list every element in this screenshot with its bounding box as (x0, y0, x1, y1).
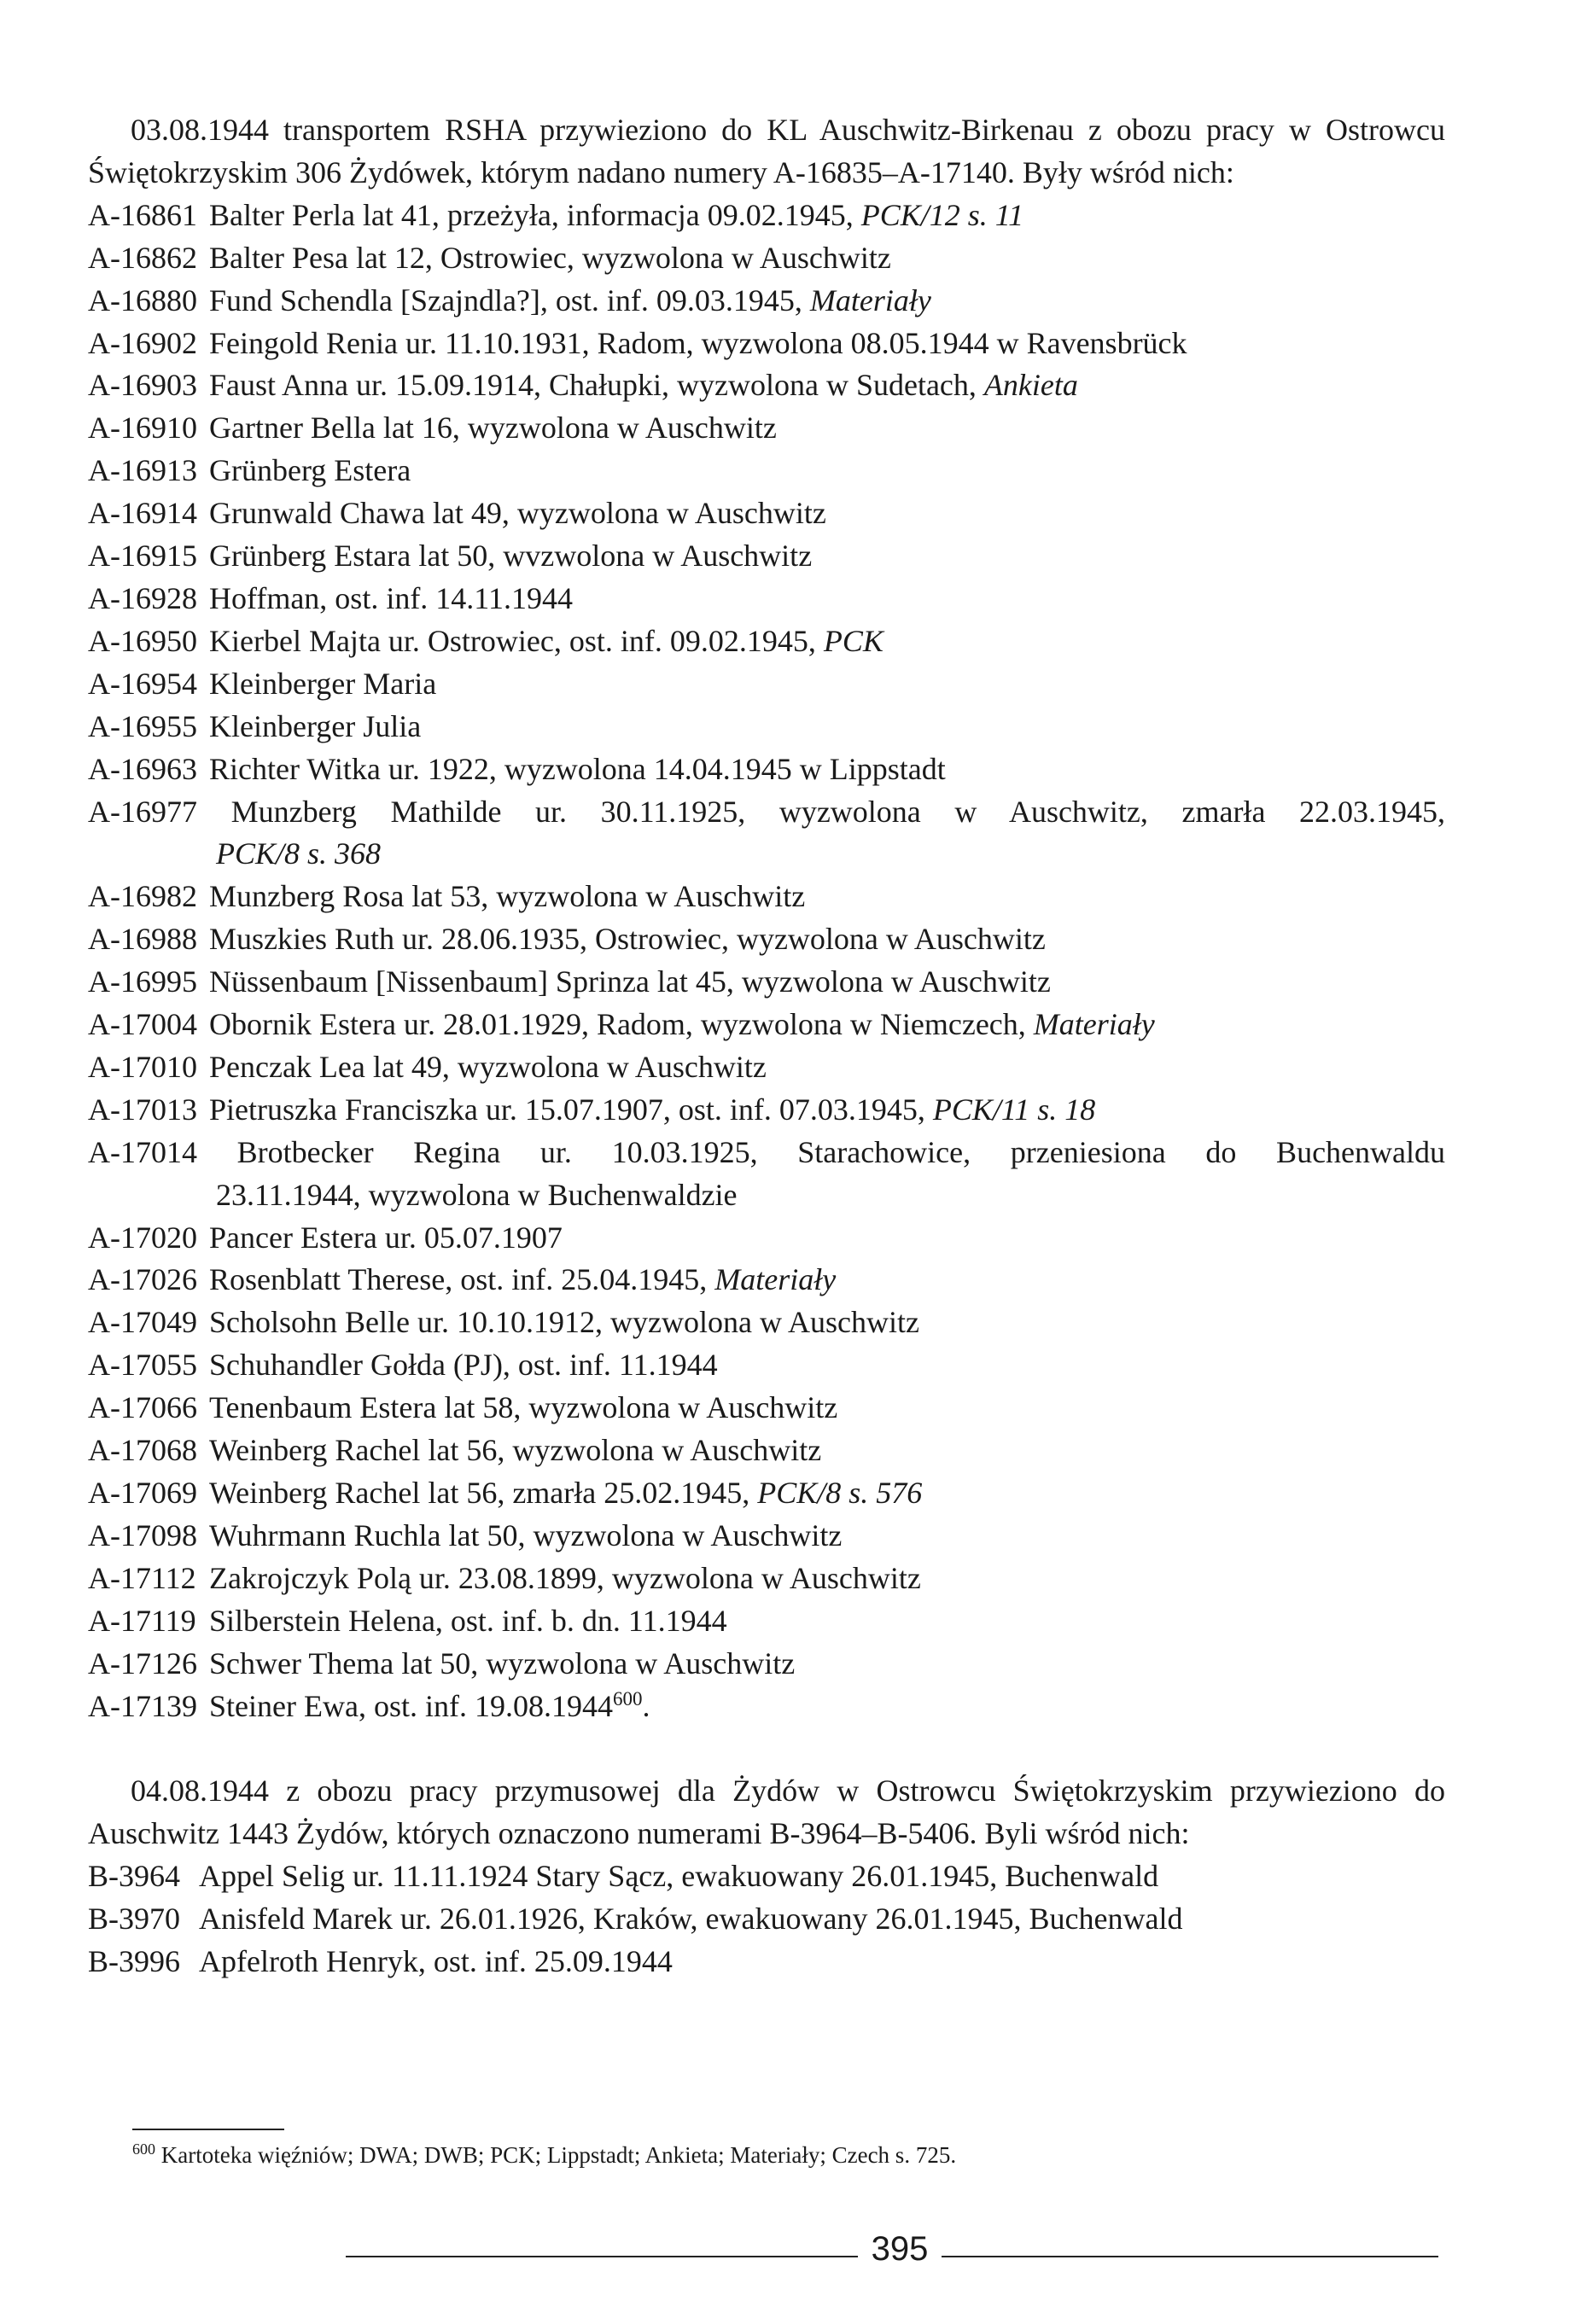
list-item (88, 450, 1445, 492)
list-item (88, 364, 1445, 407)
list-item (88, 1515, 1445, 1558)
entry-text: Grünberg Estera (209, 453, 411, 488)
list-item (88, 1558, 1445, 1600)
page-number-rule-left (346, 2256, 858, 2257)
entry-text: Kleinberger Julia (209, 708, 422, 743)
prisoner-number: A-16862 (88, 240, 197, 275)
list-item: A-16977 Munzberg Mathilde ur. 30.11.1925, wyzwolona w Auschwitz, zmarła 22.03.1945, PCK/8 s. 368 (88, 794, 1445, 871)
prisoner-number: A-17112 (88, 1560, 196, 1595)
entry-text: Wuhrmann Ruchla lat 50, wyzwolona w Auschwitz (209, 1517, 843, 1552)
entry-text: Nüssenbaum [Nissenbaum] Sprinza lat 45, wyzwolona w Auschwitz (209, 964, 1051, 999)
prisoner-number: B-3964 (88, 1859, 180, 1894)
entry-text: Kleinberger Maria (209, 666, 437, 701)
prisoner-number: A-17066 (88, 1390, 197, 1425)
list-item (88, 535, 1445, 578)
entry-text: Fund Schendla [Szajndla?], ost. inf. 09.03.1945, (209, 282, 802, 317)
entry-text: Schwer Thema lat 50, wyzwolona w Auschwitz (209, 1645, 796, 1680)
prisoner-number: A-17126 (88, 1645, 197, 1680)
list-item (88, 1344, 1445, 1387)
list-item (88, 1217, 1445, 1260)
list-item: A-17014 Brotbecker Regina ur. 10.03.1925, Starachowice, przeniesiona do Buchenwaldu 23.11.1944, wyzwolona w Buchenwaldzie (88, 1134, 1445, 1212)
entry-text: Kierbel Majta ur. Ostrowiec, ost. inf. 09.02.1945, (209, 623, 816, 658)
prisoner-number: A-16903 (88, 368, 197, 403)
entry-text: Apfelroth Henryk, ost. inf. 25.09.1944 (199, 1944, 673, 1979)
intro-paragraph-2: 04.08.1944 z obozu pracy przymusowej dla Żydów w Ostrowcu Świętokrzyskim przywieziono do Auschwitz 1443 Żydów, których oznaczono numerami B-3964–B-5406. Byli wśród nich: (88, 1774, 1445, 1851)
source-reference: PCK/11 s. 18 (932, 1092, 1096, 1127)
list-item (88, 1430, 1445, 1472)
entry-text: Pietruszka Franciszka ur. 15.07.1907, ost. inf. 07.03.1945, (209, 1092, 925, 1127)
list-item (88, 876, 1445, 918)
prisoner-number: A-17020 (88, 1220, 197, 1255)
list-item (88, 1643, 1445, 1686)
entry-text: Schuhandler Gołda (PJ), ost. inf. 11.1944 (209, 1348, 718, 1383)
footnote-marker: 600 (612, 1687, 643, 1710)
entry-text: Munzberg Rosa lat 53, wyzwolona w Auschwitz (209, 879, 806, 914)
list-item (88, 706, 1445, 748)
prisoner-number: A-16914 (88, 496, 197, 531)
prisoner-number: A-17026 (88, 1262, 197, 1297)
prisoner-number: A-16995 (88, 964, 197, 999)
prisoner-number: A-17049 (88, 1305, 197, 1340)
entry-text: Faust Anna ur. 15.09.1914, Chałupki, wyzwolona w Sudetach, (209, 368, 977, 403)
prisoner-number: B-3970 (88, 1902, 180, 1937)
main-text (88, 109, 1445, 1983)
prisoner-list-a-part3 (88, 1217, 1445, 1686)
list-item (88, 1004, 1445, 1046)
source-reference: PCK/8 s. 576 (757, 1476, 923, 1510)
entry-text: Silberstein Helena, ost. inf. b. dn. 11.1944 (209, 1603, 727, 1638)
prisoner-number: A-16910 (88, 411, 197, 446)
prisoner-list-a-part1 (88, 195, 1445, 791)
prisoner-number: A-17055 (88, 1348, 197, 1383)
list-item (88, 620, 1445, 663)
entry-text: Weinberg Rachel lat 56, wyzwolona w Auschwitz (209, 1433, 822, 1468)
entry-text: Tenenbaum Estera lat 58, wyzwolona w Auschwitz (209, 1390, 838, 1425)
list-item (88, 1855, 1445, 1898)
prisoner-number: A-17098 (88, 1517, 197, 1552)
list-item (88, 323, 1445, 365)
prisoner-number: A-16982 (88, 879, 197, 914)
prisoner-number: A-16950 (88, 623, 197, 658)
list-item (88, 1898, 1445, 1941)
list-item (88, 918, 1445, 961)
list-item (88, 1941, 1445, 1983)
list-item (88, 237, 1445, 280)
list-item (88, 663, 1445, 706)
entry-text: Muszkies Ruth ur. 28.06.1935, Ostrowiec, wyzwolona w Auschwitz (209, 922, 1046, 957)
list-item (88, 748, 1445, 791)
entry-text: Zakrojczyk Polą ur. 23.08.1899, wyzwolona w Auschwitz (209, 1560, 921, 1595)
list-item (88, 492, 1445, 535)
entry-text: Appel Selig ur. 11.11.1924 Stary Sącz, ewakuowany 26.01.1945, Buchenwald (199, 1859, 1159, 1894)
entry-text: Richter Witka ur. 1922, wyzwolona 14.04.1945 w Lippstadt (209, 751, 946, 786)
entry-text: Gartner Bella lat 16, wyzwolona w Auschwitz (209, 411, 777, 446)
source-reference: Ankieta (983, 368, 1078, 403)
list-item (88, 1089, 1445, 1132)
prisoner-number: A-16861 (88, 197, 197, 232)
prisoner-list-b (88, 1855, 1445, 1983)
prisoner-number: A-16954 (88, 666, 197, 701)
list-item (88, 407, 1445, 450)
list-item (88, 961, 1445, 1004)
list-item (88, 1472, 1445, 1515)
list-item (88, 578, 1445, 620)
source-reference: PCK (823, 623, 883, 658)
prisoner-number: A-17119 (88, 1603, 196, 1638)
entry-text: Scholsohn Belle ur. 10.10.1912, wyzwolona w Auschwitz (209, 1305, 919, 1340)
list-item (88, 280, 1445, 323)
prisoner-number: A-17004 (88, 1007, 197, 1042)
entry-text: Rosenblatt Therese, ost. inf. 25.04.1945, (209, 1262, 708, 1297)
prisoner-number: A-16928 (88, 580, 197, 615)
source-reference: PCK/12 s. 11 (860, 197, 1024, 232)
source-reference: Materiały (1033, 1007, 1155, 1042)
prisoner-number: A-16988 (88, 922, 197, 957)
prisoner-number: A-17013 (88, 1092, 197, 1127)
prisoner-number: A-16913 (88, 453, 197, 488)
entry-text: Anisfeld Marek ur. 26.01.1926, Kraków, ewakuowany 26.01.1945, Buchenwald (199, 1902, 1183, 1937)
prisoner-number: A-16902 (88, 325, 197, 360)
prisoner-number: A-17010 (88, 1049, 197, 1084)
prisoner-number: A-17069 (88, 1476, 197, 1510)
footnote-divider (132, 2129, 284, 2130)
prisoner-number: A-16955 (88, 708, 197, 743)
entry-text: Balter Perla lat 41, przeżyła, informacja 09.02.1945, (209, 197, 854, 232)
list-item (88, 1259, 1445, 1302)
page-number: 395 (871, 2230, 929, 2268)
entry-text: Feingold Renia ur. 11.10.1931, Radom, wyzwolona 08.05.1944 w Ravensbrück (209, 325, 1187, 360)
source-reference: Materiały (714, 1262, 837, 1297)
entry-text: Pancer Estera ur. 05.07.1907 (209, 1220, 563, 1255)
intro-paragraph-1: 03.08.1944 transportem RSHA przywieziono do KL Auschwitz-Birkenau z obozu pracy w Ostrowcu Świętokrzyskim 306 Żydówek, którym nadano numery A-16835–A-17140. Były wśród nich: (88, 113, 1445, 189)
prisoner-number: A-16963 (88, 751, 197, 786)
entry-text: Grünberg Estara lat 50, wvzwolona w Auschwitz (209, 539, 813, 574)
entry-text: Penczak Lea lat 49, wyzwolona w Auschwitz (209, 1049, 767, 1084)
footnote: $^{600}$ Kartoteka więźniów; DWA; DWB; PCK; Lippstadt; Ankieta; Materiały; Czech s. 725. (132, 2141, 957, 2168)
entry-text: Hoffman, ost. inf. 14.11.1944 (209, 580, 573, 615)
prisoner-number: A-16915 (88, 539, 197, 574)
prisoner-number: A-17068 (88, 1433, 197, 1468)
list-item (88, 195, 1445, 237)
prisoner-number: A-16880 (88, 282, 197, 317)
list-item (88, 1302, 1445, 1344)
entry-text: Balter Pesa lat 12, Ostrowiec, wyzwolona w Auschwitz (209, 240, 891, 275)
list-item (88, 1046, 1445, 1089)
source-reference: Materiały (809, 282, 931, 317)
list-item (88, 1387, 1445, 1430)
entry-text: Grunwald Chawa lat 49, wyzwolona w Auschwitz (209, 496, 826, 531)
list-item (88, 1600, 1445, 1643)
prisoner-list-a-part2 (88, 876, 1445, 1131)
list-item: A-17139 Steiner Ewa, ost. inf. 19.08.1944$^{600}$. (88, 1687, 650, 1723)
entry-text: Weinberg Rachel lat 56, zmarła 25.02.1945, (209, 1476, 750, 1510)
entry-text: Obornik Estera ur. 28.01.1929, Radom, wyzwolona w Niemczech, (209, 1007, 1026, 1042)
page-number-rule-right (942, 2256, 1438, 2257)
prisoner-number: B-3996 (88, 1944, 180, 1979)
